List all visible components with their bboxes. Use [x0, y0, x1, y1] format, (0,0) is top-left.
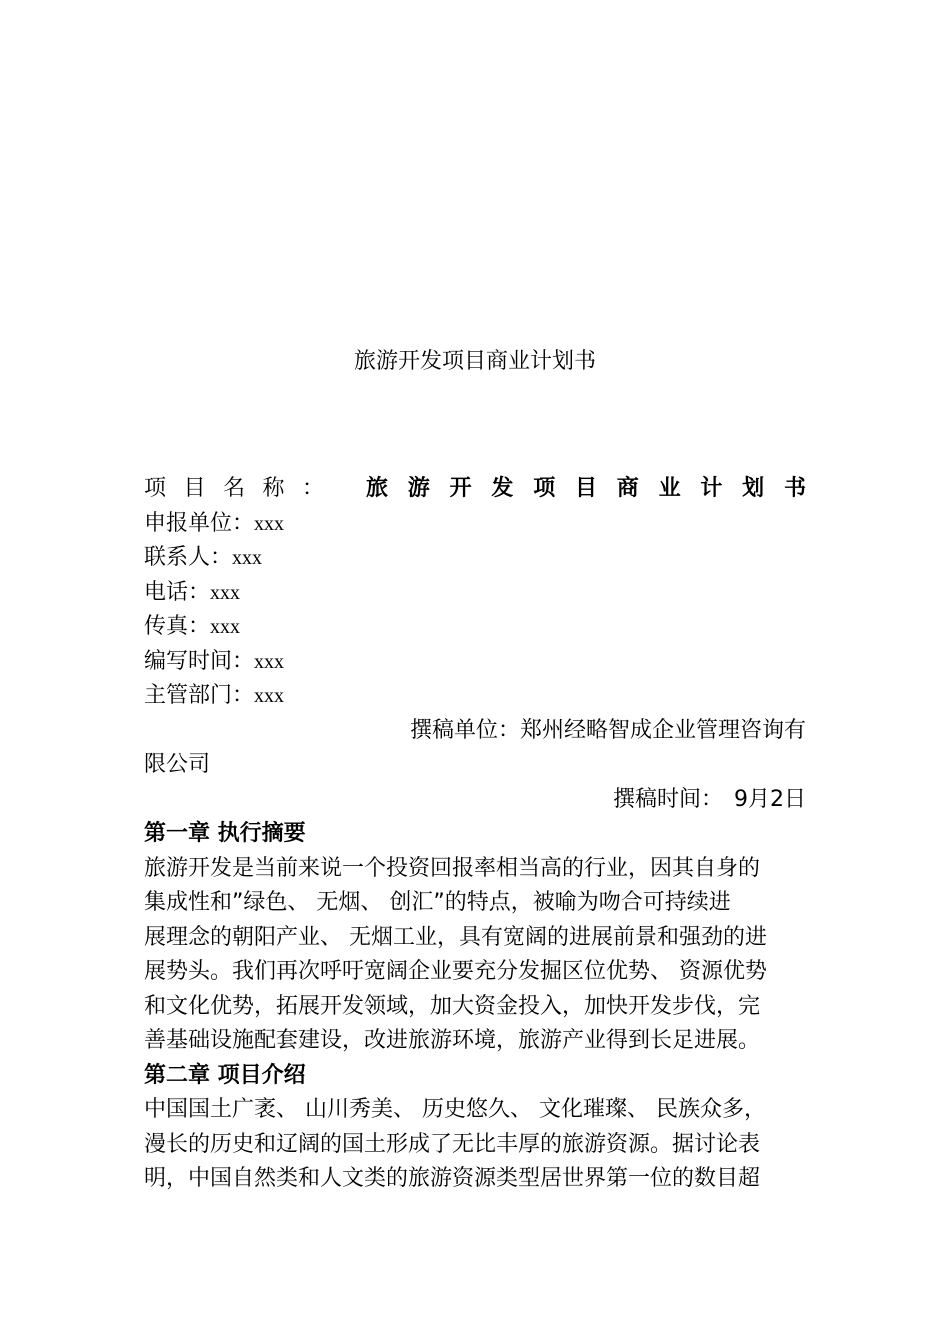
- field-value: xxx: [210, 581, 241, 604]
- project-name-label-char: ：: [301, 476, 324, 501]
- project-name-label-char: 目: [183, 476, 206, 501]
- project-name-value: [366, 472, 806, 507]
- field-value: xxx: [254, 512, 285, 535]
- field-row: [144, 610, 806, 645]
- project-name-label-char: 名: [222, 476, 245, 501]
- project-name-value-char: 目: [574, 476, 597, 501]
- field-label: 传真：: [144, 614, 211, 639]
- field-label: 申报单位：: [144, 510, 255, 536]
- paragraph-line: 旅游开发是当前来说一个投资回报率相当高的行业，因其自身的: [144, 855, 761, 881]
- paragraph-line: 中国国土广袤、 山川秀美、 历史悠久、 文化璀璨、 民族众多，: [144, 1097, 766, 1122]
- author-unit-line2: 限公司: [144, 752, 211, 777]
- project-name-row: [144, 472, 806, 507]
- project-name-value-char: 游: [407, 476, 430, 501]
- project-name-value-char: 发: [491, 476, 514, 501]
- field-label: 电话：: [144, 579, 211, 605]
- paragraph-line: 展理念的朝阳产业、 无烟工业，具有宽阔的进展前景和强劲的进: [144, 924, 767, 950]
- document-title: 旅游开发项目商业计划书: [353, 349, 596, 374]
- author-time: 撰稿时间： 9月2日: [613, 786, 806, 812]
- document-body: [144, 472, 806, 1197]
- field-label: 主管部门：: [144, 683, 255, 708]
- field-value: xxx: [254, 650, 285, 673]
- project-name-label-char: 称: [262, 476, 285, 501]
- project-name-label: [144, 472, 324, 507]
- project-name-value-char: 书: [783, 476, 806, 501]
- field-label: 联系人：: [144, 545, 233, 570]
- paragraph-line: 集成性和”绿色、 无烟、 创汇”的特点，被喻为吻合可持续进: [144, 890, 731, 915]
- field-value: xxx: [210, 616, 241, 638]
- paragraph-line: 善基础设施配套建设，改进旅游环境，旅游产业得到长足进展。: [144, 1028, 761, 1053]
- field-label: 编写时间：: [144, 648, 255, 674]
- paragraph-line: 漫长的历史和辽阔的国土形成了无比丰厚的旅游资源。据讨论表: [144, 1131, 761, 1157]
- chapter-heading: 第一章 执行摘要: [144, 821, 306, 846]
- project-name-value-char: 商: [616, 476, 639, 501]
- paragraph-line: 和文化优势，拓展开发领域，加大资金投入，加快开发步伐，完: [144, 993, 761, 1019]
- field-row: [144, 576, 806, 611]
- field-value: xxx: [254, 685, 285, 707]
- field-row: [144, 541, 806, 576]
- project-name-value-char: 划: [742, 476, 765, 501]
- field-value: xxx: [232, 547, 263, 569]
- project-name-value-char: 开: [449, 476, 472, 501]
- field-row: [144, 507, 806, 542]
- chapter-heading: 第二章 项目介绍: [144, 1062, 306, 1088]
- project-name-label-char: 项: [144, 476, 167, 501]
- project-name-value-char: 业: [658, 476, 681, 501]
- project-name-value-char: 计: [700, 476, 723, 501]
- field-row: [144, 679, 806, 714]
- project-name-value-char: 项: [533, 476, 556, 501]
- paragraph-line: 明，中国自然类和人文类的旅游资源类型居世界第一位的数目超: [144, 1166, 761, 1191]
- paragraph-line: 展势头。我们再次呼吁宽阔企业要充分发掘区位优势、 资源优势: [144, 959, 767, 984]
- field-row: [144, 645, 806, 680]
- project-name-value-char: 旅: [366, 476, 389, 501]
- author-unit-line1: 撰稿单位：郑州经略智成企业管理咨询有: [409, 717, 806, 743]
